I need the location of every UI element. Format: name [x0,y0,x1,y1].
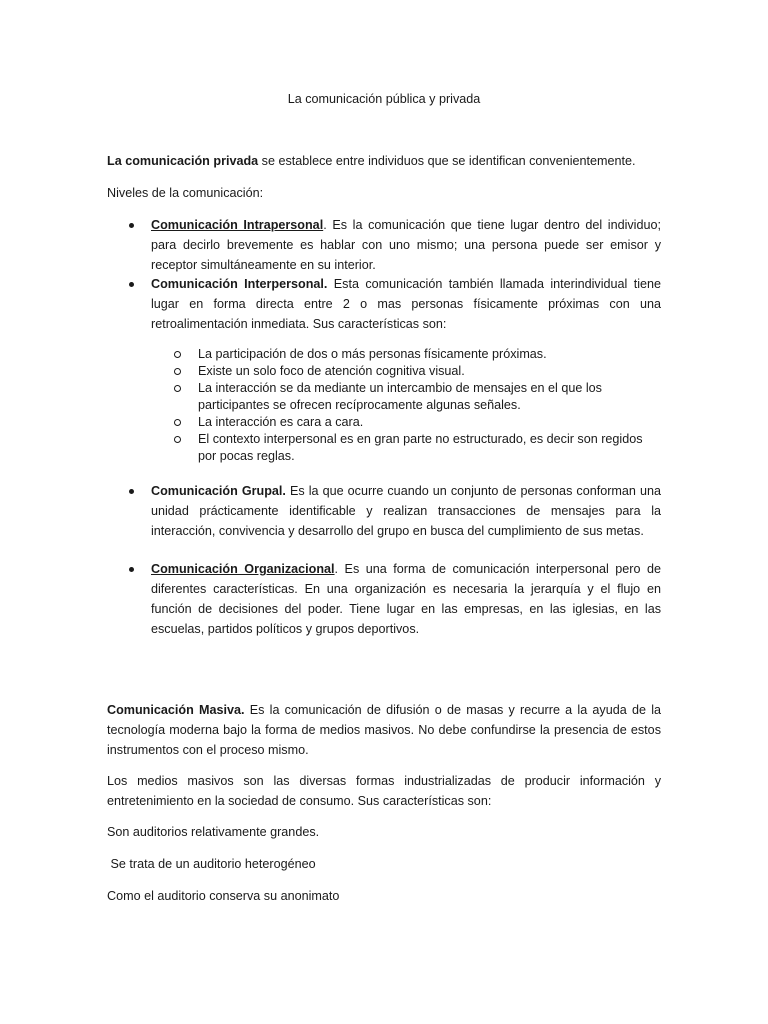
page-title: La comunicación pública y privada [287,92,481,106]
sub-item: Existe un solo foco de atención cognitiva visual. [198,363,658,380]
characteristic-line: Como el auditorio conserva su anonimato [107,889,340,903]
bullet-term: Comunicación Organizacional [151,562,335,576]
bullet-interpersonal [151,274,661,334]
sub-item: La interacción es cara a cara. [198,414,658,431]
bullet-dot-icon [129,223,134,228]
circle-bullet-icon [174,368,181,375]
privada-paragraph [107,151,661,171]
circle-bullet-icon [174,436,181,443]
bullet-text: . Es una forma de comunicación interpersonal pero de diferentes características. En una organización es necesaria la jerarquía y el flujo en función de decisiones del poder. Tiene lugar en las empresas, en las iglesias, en las escuelas, partidos políticos y grupos deportivos. [151,562,661,636]
characteristic-line: Se trata de un auditorio heterogéneo [107,857,316,871]
niveles-heading: Niveles de la comunicación: [107,186,264,200]
circle-bullet-icon [174,385,181,392]
masiva-text: Es la comunicación de difusión o de masas y recurre a la ayuda de la tecnología moderna bajo la forma de medios masivos. No debe confundirse la presencia de estos instrumentos con el proceso mismo. [107,703,661,757]
bullet-term: Comunicación Grupal. [151,484,286,498]
bullet-intrapersonal [151,215,661,275]
bullet-text: . Es la comunicación que tiene lugar dentro del individuo; para decirlo brevemente es hablar con uno mismo; una persona puede ser emisor y receptor simultáneamente en su interior. [151,218,661,272]
bullet-term: Comunicación Intrapersonal [151,218,324,232]
sub-item: El contexto interpersonal es en gran parte no estructurado, es decir son regidos por pocas reglas. [198,431,658,465]
characteristic-line: Son auditorios relativamente grandes. [107,825,320,839]
privada-term: La comunicación privada [107,154,259,168]
masiva-term: Comunicación Masiva. [107,703,245,717]
bullet-term: Comunicación Interpersonal. [151,277,328,291]
sub-item: La participación de dos o más personas físicamente próximas. [198,346,658,363]
privada-text: se establece entre individuos que se identifican convenientemente. [258,154,636,168]
bullet-grupal [151,481,661,541]
circle-bullet-icon [174,351,181,358]
bullet-text: Esta comunicación también llamada interindividual tiene lugar en forma directa entre 2 o mas personas físicamente próximas con una retroalimentación inmediata. Sus características son: [151,277,662,331]
medios-paragraph: Los medios masivos son las diversas formas industrializadas de producir información y entretenimiento en la sociedad de consumo. Sus características son: [107,774,661,808]
bullet-dot-icon [129,282,134,287]
bullet-dot-icon [129,567,134,572]
bullet-text: Es la que ocurre cuando un conjunto de personas conforman una unidad prácticamente identificable y realizan transacciones de mensajes para la interacción, convivencia y desarrollo del grupo en busca del cumplimiento de sus metas. [151,484,661,538]
circle-bullet-icon [174,419,181,426]
sub-item: La interacción se da mediante un intercambio de mensajes en el que los participantes se ofrecen recíprocamente algunas señales. [198,380,658,414]
masiva-paragraph [107,700,661,760]
bullet-dot-icon [129,489,134,494]
bullet-organizacional [151,559,661,639]
